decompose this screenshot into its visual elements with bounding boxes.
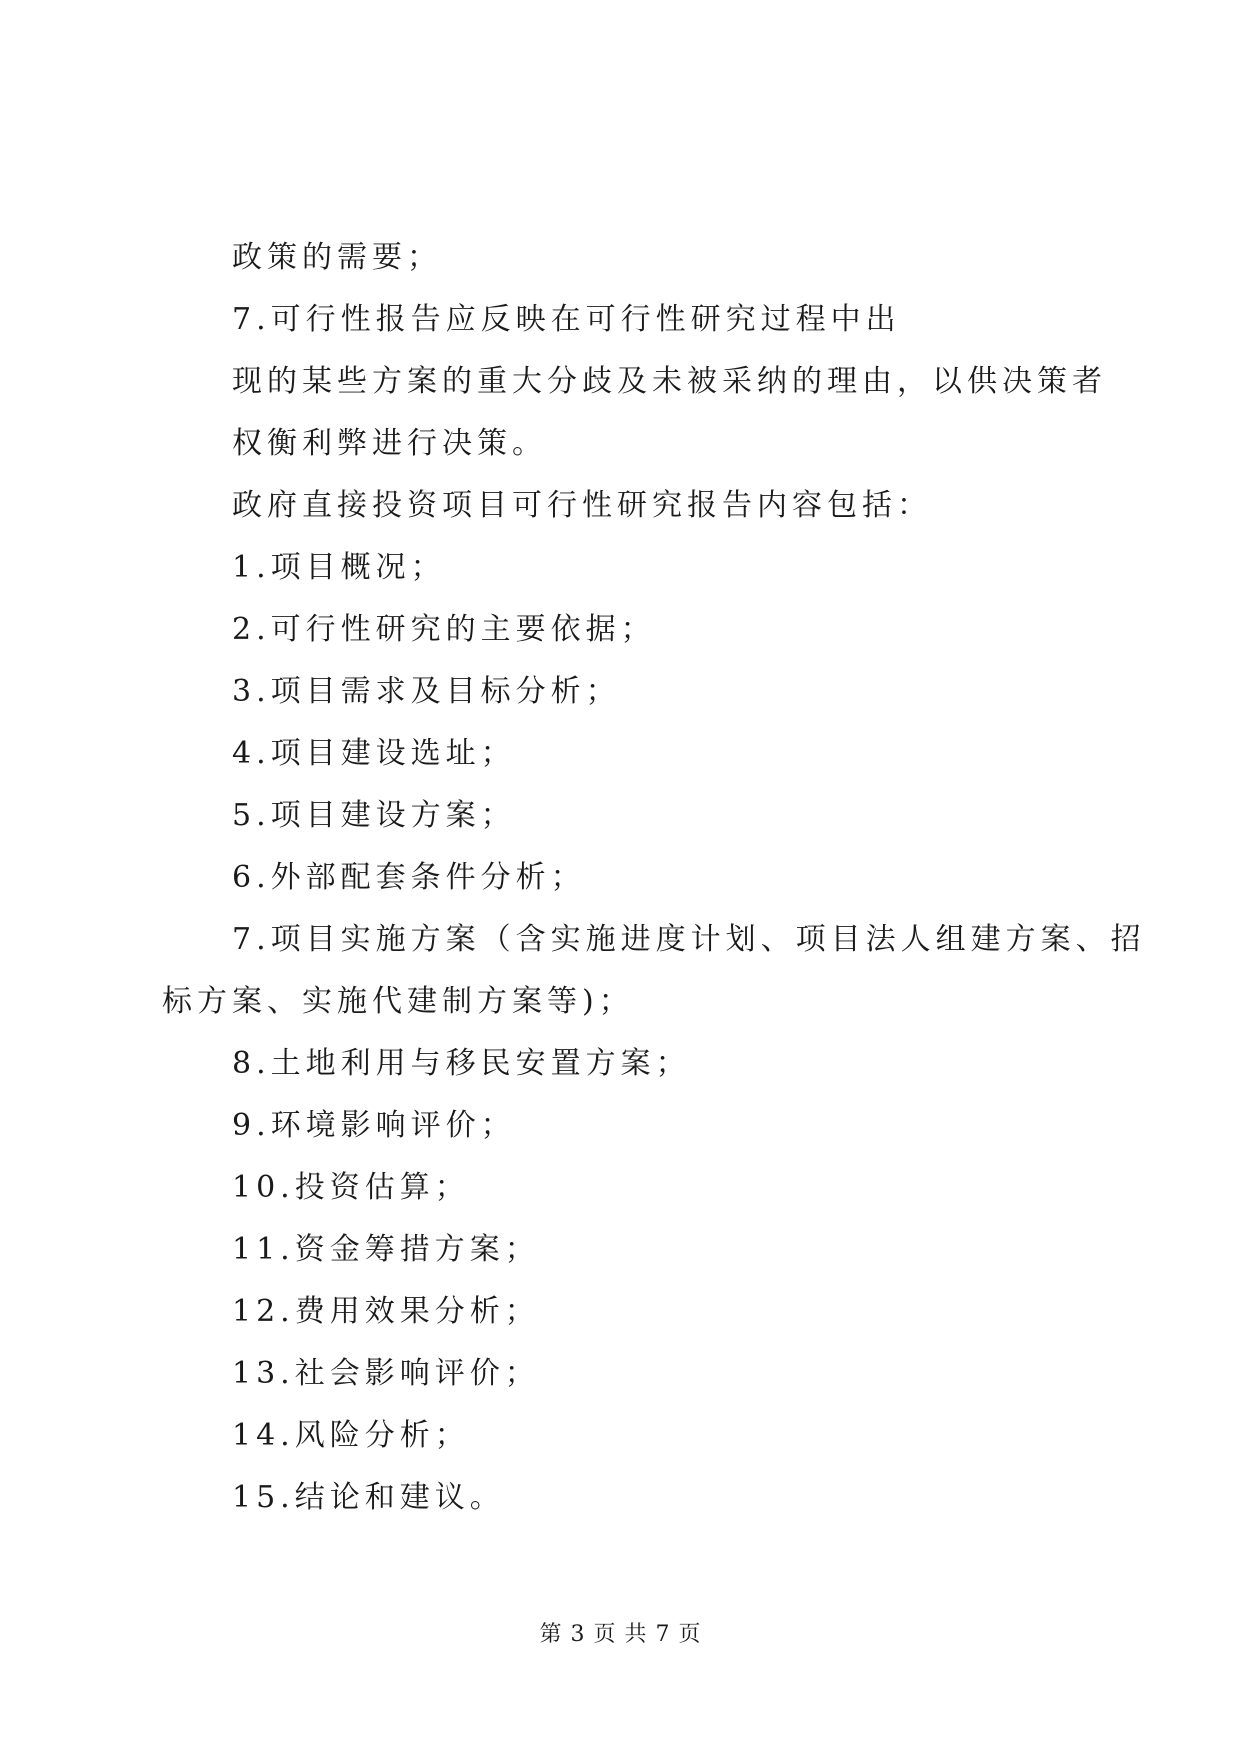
list-item: 12.费用效果分析；	[232, 1294, 540, 1329]
list-item: 11.资金筹措方案；	[232, 1232, 540, 1267]
list-item: 6.外部配套条件分析；	[232, 860, 586, 895]
list-item: 7.项目实施方案（含实施进度计划、项目法人组建方案、招	[232, 922, 1146, 957]
list-item: 7.可行性报告应反映在可行性研究过程中出	[232, 302, 901, 337]
page-number-footer: 第 3 页 共 7 页	[539, 1622, 702, 1647]
list-item: 8.土地利用与移民安置方案；	[232, 1046, 691, 1081]
list-item: 14.风险分析；	[232, 1418, 470, 1453]
list-item: 9.环境影响评价；	[232, 1108, 516, 1143]
list-item: 15.结论和建议。	[232, 1480, 505, 1515]
list-item: 10.投资估算；	[232, 1170, 470, 1205]
paragraph-line: 现的某些方案的重大分歧及未被采纳的理由，以供决策者	[232, 364, 1107, 399]
list-item: 2.可行性研究的主要依据；	[232, 612, 656, 647]
list-item: 3.项目需求及目标分析；	[232, 674, 621, 709]
list-item: 13.社会影响评价；	[232, 1356, 540, 1391]
list-item: 4.项目建设选址；	[232, 736, 516, 771]
list-item-continuation: 标方案、实施代建制方案等)；	[162, 984, 634, 1019]
list-item: 5.项目建设方案；	[232, 798, 516, 833]
list-item: 1.项目概况；	[232, 550, 446, 585]
paragraph-line: 政策的需要；	[232, 240, 442, 275]
paragraph-line: 权衡利弊进行决策。	[232, 426, 547, 461]
section-intro: 政府直接投资项目可行性研究报告内容包括：	[232, 488, 932, 523]
